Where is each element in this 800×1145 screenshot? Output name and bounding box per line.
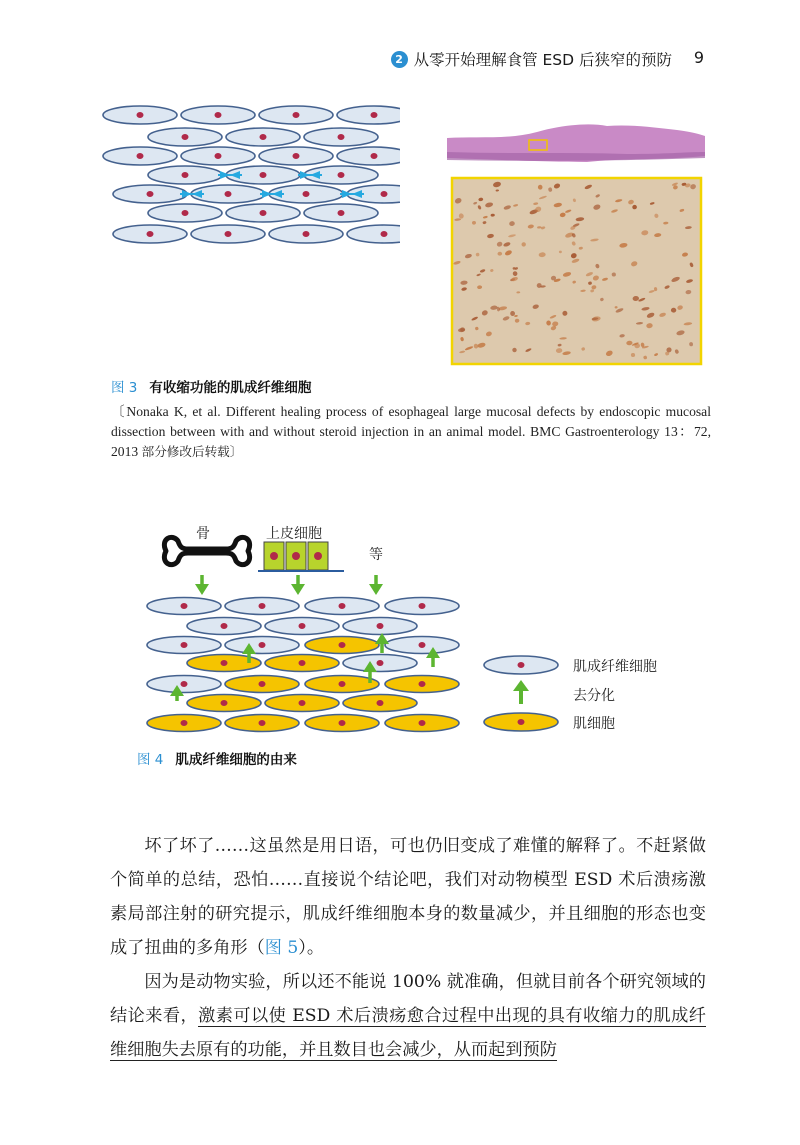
fibroblast-cell xyxy=(113,225,187,243)
label-bone: 骨 xyxy=(196,526,210,542)
running-header xyxy=(0,48,800,72)
muscle-cell xyxy=(305,715,379,732)
fibroblast-cell xyxy=(269,225,343,243)
label-muscle-cell: 肌细胞 xyxy=(573,716,615,732)
figure3-label: 图 3 xyxy=(111,380,138,396)
muscle-cell xyxy=(225,715,299,732)
fibroblast-cell xyxy=(226,204,300,222)
muscle-cell xyxy=(385,715,459,732)
page-number: 9 xyxy=(693,48,704,67)
figure3-citation xyxy=(111,402,711,462)
fibroblast-cell xyxy=(103,106,177,124)
fibroblast-cell xyxy=(181,147,255,165)
myofibroblast-cell xyxy=(147,637,221,654)
fibroblast-cell xyxy=(181,106,255,124)
fibroblast-cell xyxy=(347,225,400,243)
fibroblast-cells xyxy=(103,106,400,243)
underlined-conclusion: 激素可以使 ESD 术后溃疡愈合过程中出现的具有收缩力的肌成纤维细胞失去原有的功能，并且数目也会减少，从而起到预防 xyxy=(110,1006,706,1060)
figure4-caption xyxy=(137,748,297,768)
fibroblast-cell xyxy=(259,147,333,165)
muscle-cell xyxy=(225,676,299,693)
figure4-title: 肌成纤维细胞的由来 xyxy=(175,752,297,768)
fibroblast-cell xyxy=(337,106,400,124)
fibroblast-cell xyxy=(103,147,177,165)
label-etc: 等 xyxy=(369,547,383,563)
figure3-caption xyxy=(111,376,311,396)
muscle-cell xyxy=(305,676,379,693)
header-title-group xyxy=(391,48,672,70)
myofibroblast-cell xyxy=(305,598,379,615)
figure4-label: 图 4 xyxy=(137,752,164,768)
figure3-title: 有收缩功能的肌成纤维细胞 xyxy=(149,380,312,396)
fibroblast-cell xyxy=(113,185,187,203)
header-title: 从零开始理解食管 ESD 后狭窄的预防 xyxy=(413,51,672,69)
paragraph-2-text: 因为是动物实验，所以还不能说 100% 就准确，但就目前各个研究领域的结论来看， xyxy=(110,972,706,1026)
myofibroblast-cell xyxy=(187,618,261,635)
fibroblast-cell xyxy=(148,204,222,222)
citation-tail: 部分修改后转载〕 xyxy=(141,444,243,459)
myofibroblast-cell xyxy=(147,676,221,693)
body-text xyxy=(110,829,706,1067)
fibroblast-cell xyxy=(148,128,222,146)
figure4-diagram xyxy=(130,515,670,740)
fibroblast-cell xyxy=(304,128,378,146)
arrow-down xyxy=(369,575,383,595)
legend-muscle-cell-symbol xyxy=(484,713,558,731)
label-dedifferentiation: 去分化 xyxy=(573,688,615,704)
fibroblast-cell xyxy=(191,225,265,243)
chapter-badge: 2 xyxy=(391,51,408,68)
fibroblast-cell xyxy=(148,166,222,184)
muscle-cell xyxy=(265,695,339,712)
muscle-cell xyxy=(147,715,221,732)
muscle-cell xyxy=(385,676,459,693)
muscle-cell xyxy=(187,695,261,712)
myofibroblast-cell xyxy=(343,655,417,672)
paragraph-2 xyxy=(110,965,706,1067)
muscle-cell xyxy=(305,637,379,654)
myofibroblast-cell xyxy=(385,598,459,615)
paragraph-1-text: 坏了坏了……这虽然是用日语，可也仍旧变成了难懂的解释了。不赶紧做个简单的总结，恐怕……直接说个结论吧，我们对动物模型 ESD 术后溃疡激素局部注射的研究提示，肌成纤维细胞本身的数量减少，并且细胞的形态也变成了扭曲的多角形（ xyxy=(110,836,706,958)
myofibroblast-cell xyxy=(385,637,459,654)
label-myofibroblast: 肌成纤维细胞 xyxy=(573,659,657,675)
cell-layers xyxy=(147,598,459,732)
fibroblast-cell xyxy=(337,147,400,165)
fibroblast-cell xyxy=(304,204,378,222)
myofibroblast-cell xyxy=(225,637,299,654)
muscle-cell xyxy=(343,695,417,712)
arrow-down xyxy=(195,575,209,595)
citation-text: 〔Nonaka K, et al. Different healing process of esophageal large mucosal defects by endoscopic mucosal dissection between with and without steroid injection in an animal model. BMC Gastroenterology 13：72, 2013 xyxy=(111,404,711,459)
figure3-micrograph xyxy=(447,108,705,366)
epithelium-icon xyxy=(258,542,344,571)
figure5-reference: 图 5 xyxy=(264,938,299,958)
myofibroblast-cell xyxy=(225,598,299,615)
myofibroblast-cell xyxy=(147,598,221,615)
paragraph-1-end: ）。 xyxy=(298,938,325,958)
legend-myofibroblast-symbol xyxy=(484,656,558,674)
fibroblast-cell xyxy=(226,128,300,146)
fibroblast-cell xyxy=(259,106,333,124)
arrow-up xyxy=(375,633,389,653)
myofibroblast-cell xyxy=(343,618,417,635)
legend-dedifferentiation-arrow xyxy=(513,680,529,704)
label-epithelium: 上皮细胞 xyxy=(266,526,322,542)
figure3-cell-diagram xyxy=(100,100,400,250)
muscle-cell xyxy=(265,655,339,672)
paragraph-1 xyxy=(110,829,706,965)
myofibroblast-cell xyxy=(265,618,339,635)
arrow-down xyxy=(291,575,305,595)
